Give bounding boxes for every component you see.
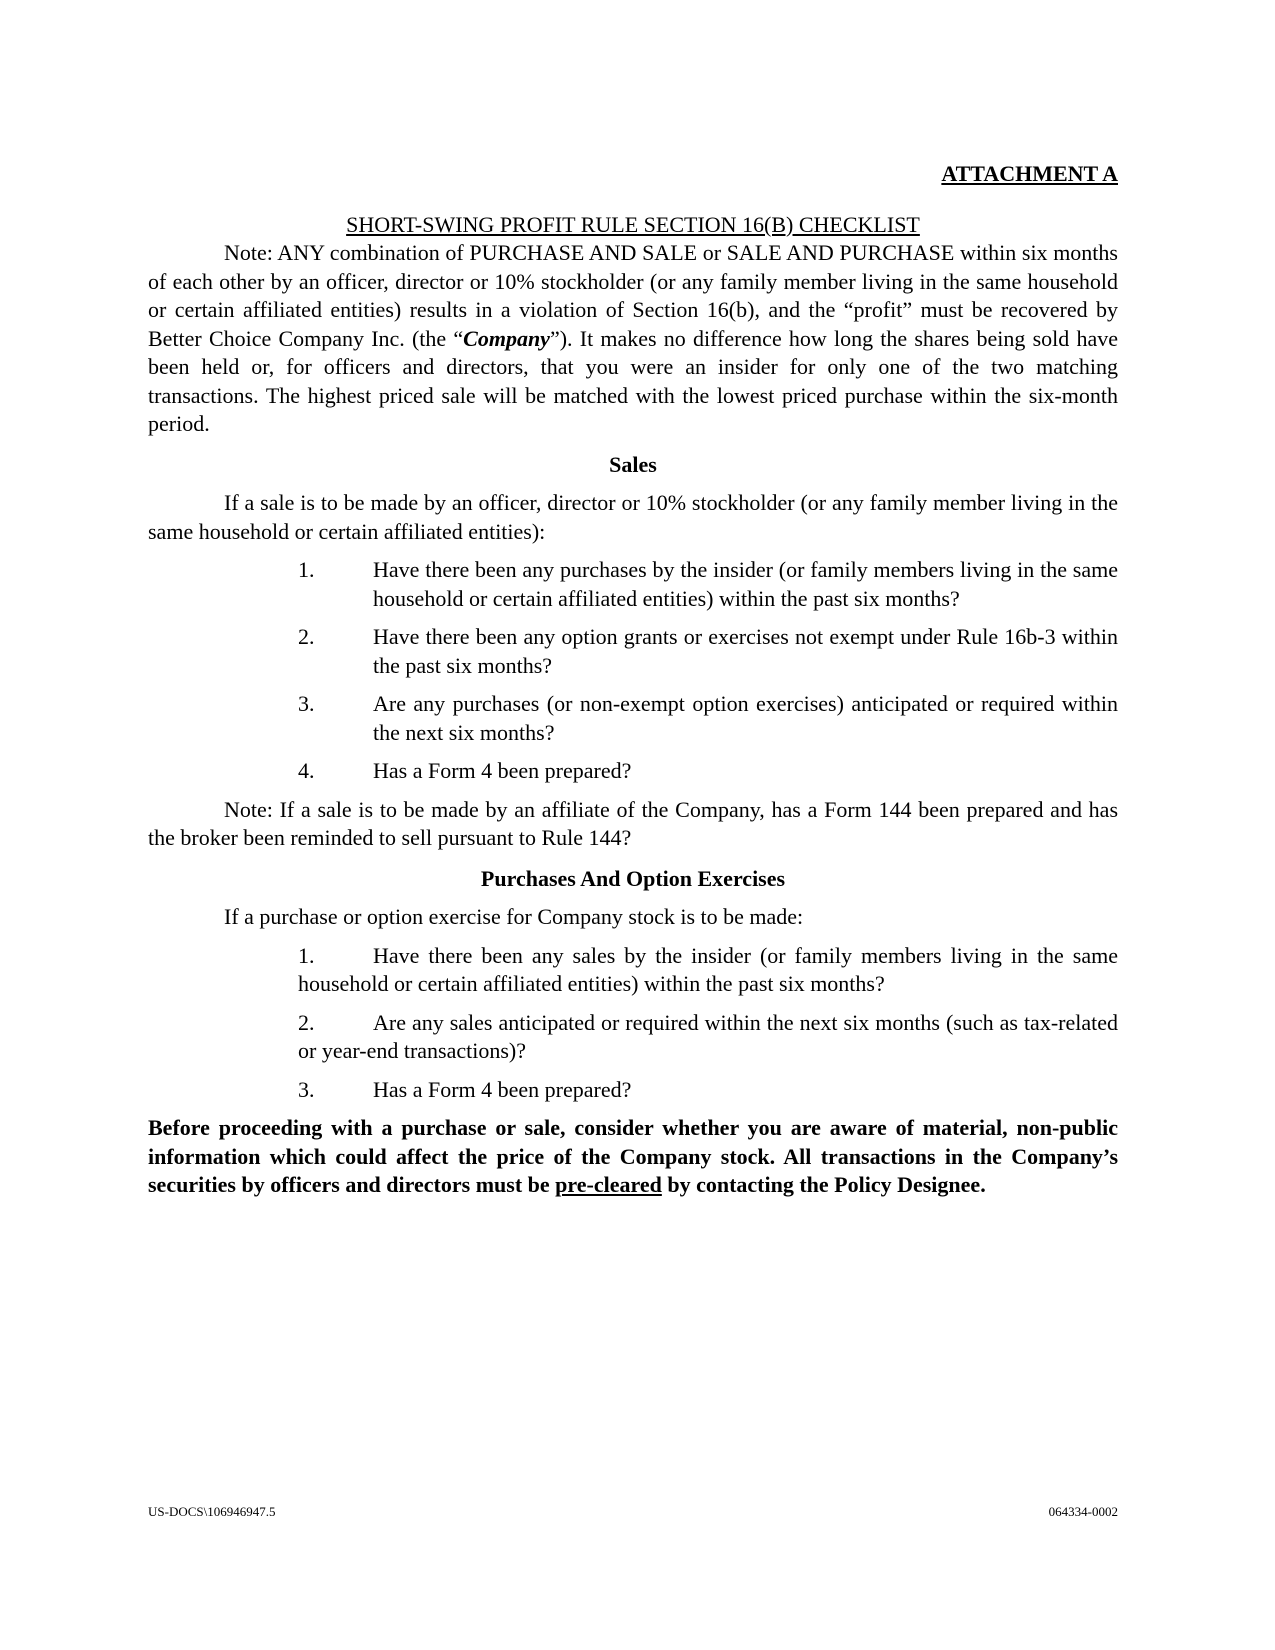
sales-note: Note: If a sale is to be made by an affiliate of the Company, has a Form 144 been prepared and has the broker been reminded to sell pursuant to Rule 144? (148, 796, 1118, 850)
list-item (298, 942, 1118, 999)
item-text: Have there been any purchases by the insider (or family members living in the same household or certain affiliated entities) within the past six months? (373, 557, 1118, 611)
item-text: Have there been any option grants or exercises not exempt under Rule 16b-3 within the past six months? (373, 624, 1118, 678)
item-number: 3. (298, 691, 315, 716)
item-number: 3. (298, 1076, 315, 1102)
intro-text-part2: ”). It makes no difference how long the shares being sold have been held or, for officers and directors, that you were an insider for only one of the two matching transactions. The highest priced sale will be matched with the lowest priced purchase within the six-month period. (148, 325, 1118, 436)
item-number: 1. (298, 557, 315, 582)
item-text: Are any sales anticipated or required within the next six months (such as tax-related or year-end transactions)? (298, 1009, 1118, 1063)
list-item (148, 556, 1118, 613)
intro-note (148, 239, 1118, 439)
pre-cleared-term: pre-cleared (555, 1172, 662, 1197)
purchases-checklist (148, 942, 1118, 1105)
attachment-label: ATTACHMENT A (941, 161, 1118, 186)
sales-heading: Sales (609, 451, 657, 477)
item-text: Has a Form 4 been prepared? (373, 1076, 632, 1102)
item-number: 2. (298, 1009, 315, 1035)
item-text: Have there been any sales by the insider (or family members living in the same household or certain affiliated entities) within the past six months? (298, 942, 1118, 996)
footer-doc-id: US-DOCS\106946947.5 (148, 1504, 276, 1519)
item-text: Has a Form 4 been prepared? (373, 758, 632, 783)
closing-text-part1: Before proceeding with a purchase or sale, consider whether you are aware of material, non-public information which could affect the price of the Company stock. All transactions in the Company’s securities by officers and directors must be (148, 1115, 1118, 1197)
list-item (148, 757, 1118, 786)
sales-checklist (148, 556, 1118, 786)
document-title: SHORT-SWING PROFIT RULE SECTION 16(B) CHECKLIST (346, 211, 920, 237)
list-item (298, 1009, 1118, 1066)
item-text: Are any purchases (or non-exempt option exercises) anticipated or required within the next six months? (373, 691, 1118, 745)
item-number: 2. (298, 624, 315, 649)
intro-text-part1: Note: ANY combination of PURCHASE AND SALE or SALE AND PURCHASE within six months of each other by an officer, director or 10% stockholder (or any family member living in the same household or certain affiliated entities) results in a violation of Section 16(b), and the “profit” must be recovered by Better Choice Company Inc. (the “ (148, 240, 1118, 351)
purchases-heading: Purchases And Option Exercises (480, 865, 786, 891)
item-number: 4. (298, 758, 315, 783)
sales-lead: If a sale is to be made by an officer, director or 10% stockholder (or any family member living in the same household or certain affiliated entities): (148, 490, 1118, 544)
page-footer (148, 1498, 1118, 1527)
list-item (298, 1076, 1118, 1105)
document-body (148, 160, 1118, 1200)
footer-matter-number: 064334-0002 (1048, 1504, 1118, 1519)
purchases-lead: If a purchase or option exercise for Company stock is to be made: (224, 904, 804, 929)
closing-text-part2: by contacting the Policy Designee. (661, 1172, 986, 1197)
item-number: 1. (298, 942, 315, 968)
list-item (148, 623, 1118, 680)
company-defined-term: Company (463, 325, 550, 351)
closing-warning (148, 1114, 1118, 1200)
list-item (148, 690, 1118, 747)
